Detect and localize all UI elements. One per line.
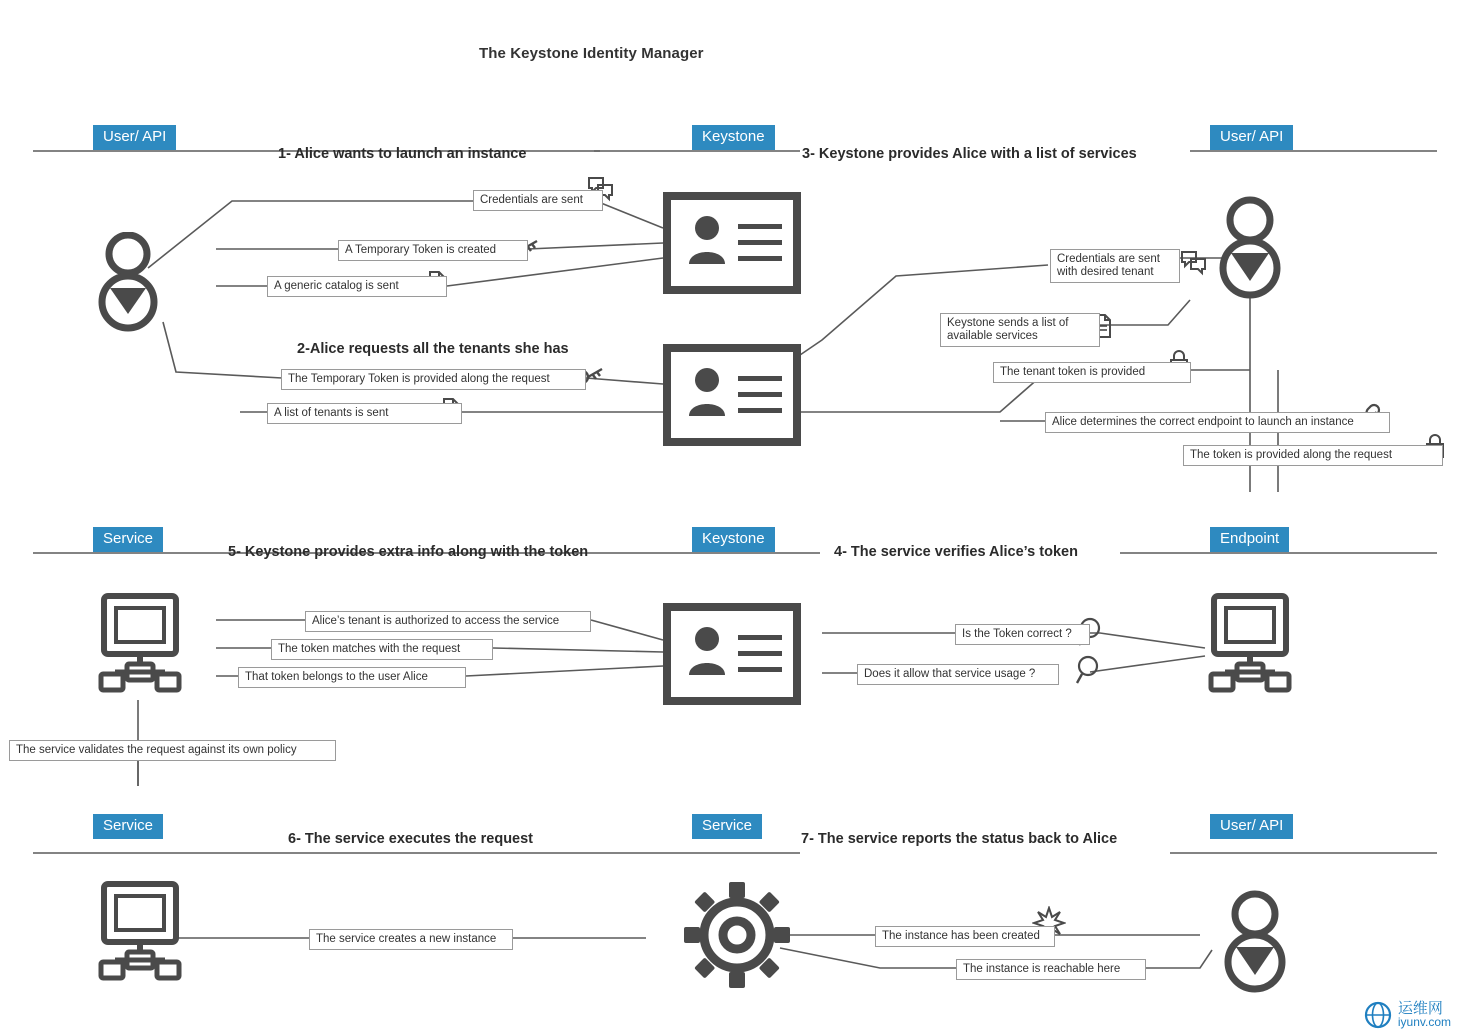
- chat-icon-credentials-tenant: [1180, 250, 1208, 281]
- lane-tag-service-2: Service: [93, 814, 163, 839]
- gear-icon-service: [682, 880, 792, 995]
- computer-icon-service-1: [95, 592, 185, 707]
- callout-service-validates-policy: The service validates the request against its own policy: [9, 740, 336, 761]
- callout-token-belongs-alice: That token belongs to the user Alice: [238, 667, 466, 688]
- watermark: [1363, 1000, 1451, 1030]
- callout-tenant-authorized: Alice’s tenant is authorized to access the service: [305, 611, 591, 632]
- lane-tag-service-1: Service: [93, 527, 163, 552]
- computer-icon-endpoint: [1205, 592, 1295, 707]
- lane-tag-endpoint: Endpoint: [1210, 527, 1289, 552]
- callout-instance-created: The instance has been created: [875, 926, 1055, 947]
- lane-tag-keystone-1: Keystone: [692, 125, 775, 150]
- callout-instance-reachable: The instance is reachable here: [956, 959, 1146, 980]
- id-card-icon-keystone-3: [663, 603, 801, 710]
- callout-allow-service-usage: Does it allow that service usage ?: [857, 664, 1059, 685]
- callout-generic-catalog-sent: A generic catalog is sent: [267, 276, 447, 297]
- lane-tag-user-api-3: User/ API: [1210, 814, 1293, 839]
- callout-credentials-with-tenant: Credentials are sent with desired tenant: [1050, 249, 1180, 283]
- callout-temporary-token-created: A Temporary Token is created: [338, 240, 528, 261]
- watermark-name: 运维网: [1397, 1000, 1443, 1017]
- step-title-1: 1- Alice wants to launch an instance: [278, 146, 527, 162]
- step-title-5: 5- Keystone provides extra info along with the token: [228, 544, 589, 560]
- callout-token-provided-request: The token is provided along the request: [1183, 445, 1443, 466]
- lane-tag-user-api-2: User/ API: [1210, 125, 1293, 150]
- page-title: The Keystone Identity Manager: [479, 45, 704, 62]
- user-icon-alice-bottom: [1213, 890, 1297, 999]
- callout-token-matches-request: The token matches with the request: [271, 639, 493, 660]
- callout-temporary-token-provided: The Temporary Token is provided along the request: [281, 369, 586, 390]
- callout-is-token-correct: Is the Token correct ?: [955, 624, 1090, 645]
- lane-tag-service-3: Service: [692, 814, 762, 839]
- computer-icon-service-2: [95, 880, 185, 995]
- step-title-6: 6- The service executes the request: [288, 831, 534, 847]
- magnifier-icon-service-usage: [1075, 655, 1103, 690]
- lane-tag-user-api-1: User/ API: [93, 125, 176, 150]
- step-title-7: 7- The service reports the status back to Alice: [801, 831, 1118, 847]
- callout-credentials-sent: Credentials are sent: [473, 190, 603, 211]
- globe-icon: [1363, 1000, 1393, 1030]
- step-title-3: 3- Keystone provides Alice with a list of services: [802, 146, 1137, 162]
- user-icon-alice: [88, 232, 168, 337]
- callout-alice-determines-endpoint: Alice determines the correct endpoint to launch an instance: [1045, 412, 1390, 433]
- watermark-url: iyunv.com: [1397, 1015, 1451, 1029]
- id-card-icon-keystone-1: [663, 192, 801, 299]
- callout-tenant-token-provided: The tenant token is provided: [993, 362, 1191, 383]
- callout-keystone-service-list: Keystone sends a list of available services: [940, 313, 1100, 347]
- step-title-2: 2-Alice requests all the tenants she has: [297, 341, 569, 357]
- lane-tag-keystone-2: Keystone: [692, 527, 775, 552]
- user-icon-alice-right: [1208, 196, 1292, 305]
- step-title-4: 4- The service verifies Alice’s token: [834, 544, 1078, 560]
- id-card-icon-keystone-2: [663, 344, 801, 451]
- callout-service-creates-instance: The service creates a new instance: [309, 929, 513, 950]
- callout-tenants-list-sent: A list of tenants is sent: [267, 403, 462, 424]
